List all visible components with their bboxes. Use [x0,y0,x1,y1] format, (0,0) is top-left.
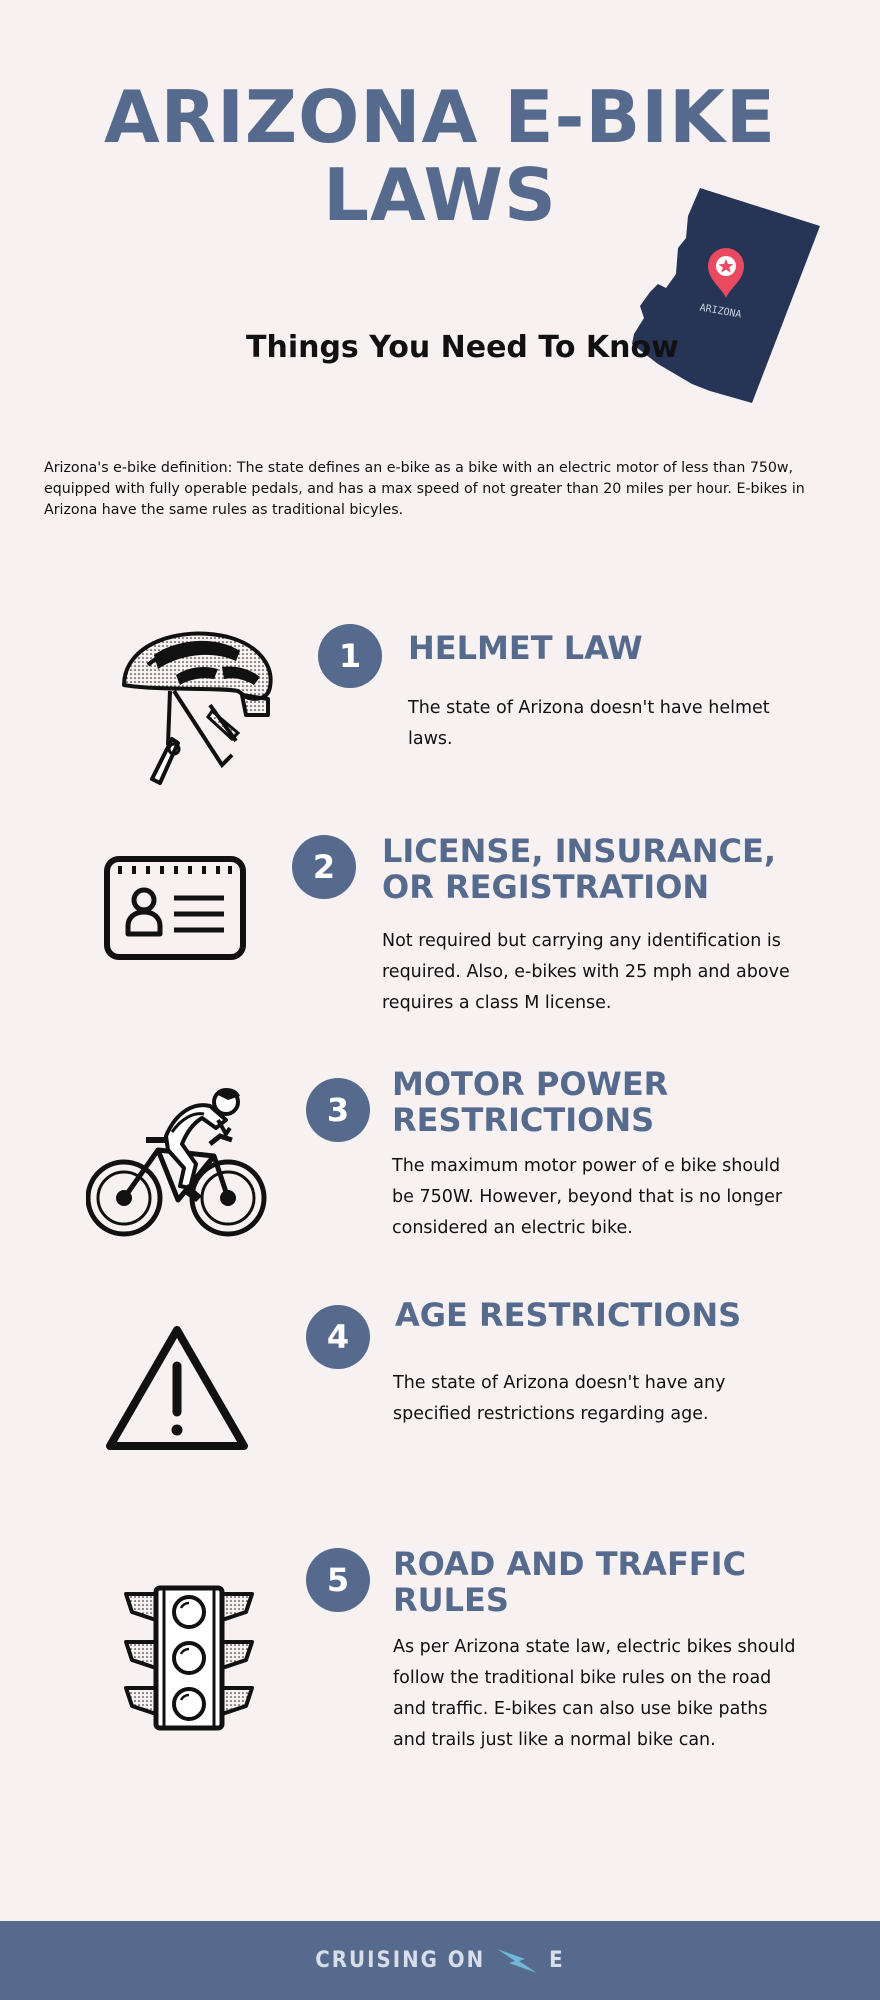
section-title-age-restrictions: AGE RESTRICTIONS [395,1296,742,1334]
section-number-3: 3 [306,1078,370,1142]
section-body-helmet-law: The state of Arizona doesn't have helmet laws. [408,698,770,749]
section-body-road-traffic: As per Arizona state law, electric bikes should follow the traditional bike rules on the road and traffic. E-bikes can also use bike paths and trails just like a normal bike can. [393,1637,796,1750]
title-line-1: ARIZONA E-BIKE [103,75,777,159]
title-line-2: LAWS [323,153,557,237]
section-body-motor-power: The maximum motor power of e bike should be 750W. However, beyond that is no longer considered an electric bike. [392,1156,783,1238]
map-label: ARIZONA [698,302,743,321]
intro-text: Arizona's e-bike definition: The state defines an e-bike as a bike with an electric motor of less than 750w, equipped with fully operable pedals, and has a max speed of not greater than 20 miles per hour. E-bikes in Arizona have the same rules as traditional bicyles. [44,460,805,518]
page-subtitle: Things You Need To Know [246,330,679,365]
section-title-license: LICENSE, INSURANCE, OR REGISTRATION [382,832,777,906]
section-number-2: 2 [292,835,356,899]
section-title-helmet-law: HELMET LAW [408,629,643,667]
id-card-icon [104,856,246,960]
section-number-5: 5 [306,1548,370,1612]
section-number-1: 1 [318,624,382,688]
footer [0,1921,880,2000]
brand-text-right: E [549,1948,565,1973]
traffic-light-icon [122,1584,256,1732]
section-title-road-traffic: ROAD AND TRAFFIC RULES [393,1545,747,1619]
warning-icon [104,1322,250,1454]
brand-logo [315,1947,564,1975]
cyclist-icon [86,1084,268,1240]
section-title-motor-power: MOTOR POWER RESTRICTIONS [392,1065,669,1139]
section-body-license: Not required but carrying any identification is required. Also, e-bikes with 25 mph and above requires a class M license. [382,931,790,1013]
brand-text-left: CRUISING ON [315,1948,486,1973]
arizona-map-icon [630,188,820,408]
section-number-4: 4 [306,1305,370,1369]
section-body-age-restrictions: The state of Arizona doesn't have any specified restrictions regarding age. [393,1373,726,1424]
lightning-icon [495,1947,539,1975]
helmet-icon [118,625,278,795]
